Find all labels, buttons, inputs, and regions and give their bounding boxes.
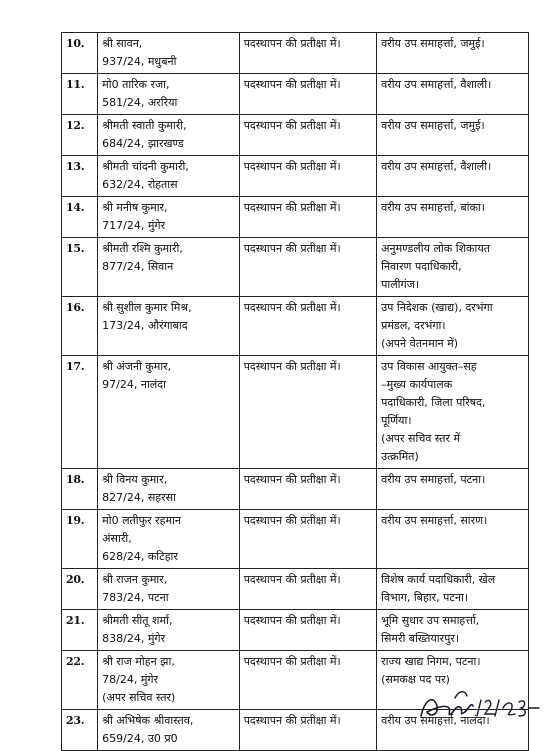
officer-batch-home: अंसारी, <box>102 532 132 545</box>
current-status: पदस्थापन की प्रतीक्षा में। <box>239 651 376 710</box>
current-status: पदस्थापन की प्रतीक्षा में। <box>239 710 376 751</box>
posting-line: विभाग, बिहार, पटना। <box>381 591 469 604</box>
posting-line: वरीय उप समाहर्त्ता, सारण। <box>381 514 488 527</box>
officer-extra-line: (अपर सचिव स्तर) <box>102 691 176 704</box>
posting-line: सिमरी बख्तियारपुर। <box>381 632 459 645</box>
posting-line: उप निदेशक (खाद्य), दरभंगा <box>381 301 493 314</box>
new-posting <box>377 238 529 297</box>
new-posting <box>377 510 529 569</box>
officer-name: मो0 तारिक रजा, <box>102 78 170 91</box>
current-status: पदस्थापन की प्रतीक्षा में। <box>239 156 376 197</box>
current-status: पदस्थापन की प्रतीक्षा में। <box>239 115 376 156</box>
posting-line: (अपने वेतनमान में) <box>381 337 459 350</box>
officer-batch-home: 97/24, नालंदा <box>102 378 166 391</box>
serial-number: 20. <box>62 569 98 610</box>
posting-line: वरीय उप समाहर्त्ता, बांका। <box>381 201 485 214</box>
posting-line: पालीगंज। <box>381 278 420 291</box>
serial-number: 12. <box>62 115 98 156</box>
posting-line: राज्य खाद्य निगम, पटना। <box>381 655 481 668</box>
posting-table <box>61 32 529 751</box>
officer-cell <box>98 469 240 510</box>
serial-number: 23. <box>62 710 98 751</box>
officer-cell <box>98 74 240 115</box>
serial-number: 14. <box>62 197 98 238</box>
posting-line: प्रमंडल, दरभंगा। <box>381 319 446 332</box>
table-row <box>62 238 529 297</box>
posting-line: उप विकास आयुक्त–सह <box>381 360 477 373</box>
officer-cell <box>98 710 240 751</box>
serial-number: 10. <box>62 33 98 74</box>
officer-batch-home: 632/24, रोहतास <box>102 178 178 191</box>
officer-cell <box>98 610 240 651</box>
officer-cell <box>98 297 240 356</box>
current-status: पदस्थापन की प्रतीक्षा में। <box>239 33 376 74</box>
serial-number: 15. <box>62 238 98 297</box>
officer-cell <box>98 33 240 74</box>
table-row <box>62 74 529 115</box>
current-status: पदस्थापन की प्रतीक्षा में। <box>239 297 376 356</box>
officer-name: श्री राजन कुमार, <box>102 573 168 586</box>
new-posting <box>377 74 529 115</box>
current-status: पदस्थापन की प्रतीक्षा में। <box>239 510 376 569</box>
current-status: पदस्थापन की प्रतीक्षा में। <box>239 469 376 510</box>
current-status: पदस्थापन की प्रतीक्षा में। <box>239 238 376 297</box>
posting-line: वरीय उप समाहर्त्ता, जमुई। <box>381 119 485 132</box>
new-posting <box>377 156 529 197</box>
table-row <box>62 610 529 651</box>
officer-cell <box>98 356 240 469</box>
posting-line: –मुख्य कार्यपालक <box>381 378 453 391</box>
posting-line: वरीय उप समाहर्त्ता, जमुई। <box>381 37 485 50</box>
serial-number: 16. <box>62 297 98 356</box>
current-status: पदस्थापन की प्रतीक्षा में। <box>239 569 376 610</box>
officer-name: श्रीमती चांदनी कुमारी, <box>102 160 189 173</box>
current-status: पदस्थापन की प्रतीक्षा में। <box>239 197 376 238</box>
table-row <box>62 156 529 197</box>
officer-batch-home: 173/24, औरंगाबाद <box>102 319 188 332</box>
new-posting <box>377 469 529 510</box>
officer-batch-home: 717/24, मुंगेर <box>102 219 166 232</box>
posting-line: भूमि सुधार उप समाहर्त्ता, <box>381 614 480 627</box>
posting-line: वरीय उप समाहर्त्ता, नालंदा। <box>381 714 490 727</box>
current-status: पदस्थापन की प्रतीक्षा में। <box>239 74 376 115</box>
posting-line: (अपर सचिव स्तर में <box>381 432 461 445</box>
posting-table-body <box>62 33 529 751</box>
handwritten-signature <box>415 686 545 726</box>
officer-cell <box>98 238 240 297</box>
table-row <box>62 356 529 469</box>
new-posting <box>377 297 529 356</box>
officer-name: श्री सावन, <box>102 37 143 50</box>
officer-cell <box>98 510 240 569</box>
new-posting <box>377 115 529 156</box>
table-row <box>62 33 529 74</box>
officer-cell <box>98 569 240 610</box>
officer-name: श्री मनीष कुमार, <box>102 201 168 214</box>
table-row <box>62 197 529 238</box>
new-posting <box>377 33 529 74</box>
posting-line: उत्क्रमित) <box>381 450 419 463</box>
new-posting <box>377 197 529 238</box>
officer-name: श्री अंजनी कुमार, <box>102 360 172 373</box>
officer-batch-home: 877/24, सिवान <box>102 260 174 273</box>
new-posting <box>377 356 529 469</box>
serial-number: 11. <box>62 74 98 115</box>
posting-line: वरीय उप समाहर्त्ता, वैशाली। <box>381 160 492 173</box>
officer-batch-home: 581/24, अररिया <box>102 96 178 109</box>
serial-number: 19. <box>62 510 98 569</box>
table-row <box>62 569 529 610</box>
officer-name: श्रीमती रश्मि कुमारी, <box>102 242 183 255</box>
posting-line: वरीय उप समाहर्त्ता, वैशाली। <box>381 78 492 91</box>
officer-cell <box>98 156 240 197</box>
officer-batch-home: 838/24, मुंगेर <box>102 632 166 645</box>
serial-number: 13. <box>62 156 98 197</box>
posting-line: पूर्णिया। <box>381 414 412 427</box>
officer-batch-home: 827/24, सहरसा <box>102 491 176 504</box>
officer-name: मो0 लतीफुर रहमान <box>102 514 182 527</box>
officer-name: श्री राज मोहन झा, <box>102 655 175 668</box>
posting-line: विशेष कार्य पदाधिकारी, खेल <box>381 573 496 586</box>
new-posting <box>377 610 529 651</box>
officer-batch-home: 684/24, झारखण्ड <box>102 137 184 150</box>
officer-batch-home: 783/24, पटना <box>102 591 169 604</box>
officer-cell <box>98 651 240 710</box>
current-status: पदस्थापन की प्रतीक्षा में। <box>239 356 376 469</box>
officer-batch-home: 78/24, मुंगेर <box>102 673 159 686</box>
officer-batch-home: 937/24, मधुबनी <box>102 55 177 68</box>
serial-number: 22. <box>62 651 98 710</box>
officer-extra-line: 628/24, कटिहार <box>102 550 178 563</box>
officer-name: श्री विनय कुमार, <box>102 473 168 486</box>
serial-number: 17. <box>62 356 98 469</box>
officer-cell <box>98 115 240 156</box>
officer-name: श्रीमती स्वाती कुमारी, <box>102 119 187 132</box>
new-posting <box>377 569 529 610</box>
posting-line: पदाधिकारी, जिला परिषद, <box>381 396 486 409</box>
officer-name: श्री अभिषेक श्रीवास्तव, <box>102 714 194 727</box>
serial-number: 18. <box>62 469 98 510</box>
serial-number: 21. <box>62 610 98 651</box>
posting-line: अनुमण्डलीय लोक शिकायत <box>381 242 491 255</box>
posting-line: वरीय उप समाहर्त्ता, पटना। <box>381 473 486 486</box>
posting-line: निवारण पदाधिकारी, <box>381 260 462 273</box>
officer-name: श्री सुशील कुमार मिश्र, <box>102 301 192 314</box>
officer-name: श्रीमती सीतू शर्मा, <box>102 614 173 627</box>
table-row <box>62 297 529 356</box>
posting-line: (समकक्ष पद पर) <box>381 673 450 686</box>
officer-batch-home: 659/24, उ0 प्र0 <box>102 732 178 745</box>
table-row <box>62 510 529 569</box>
table-row <box>62 115 529 156</box>
current-status: पदस्थापन की प्रतीक्षा में। <box>239 610 376 651</box>
officer-cell <box>98 197 240 238</box>
table-row <box>62 469 529 510</box>
